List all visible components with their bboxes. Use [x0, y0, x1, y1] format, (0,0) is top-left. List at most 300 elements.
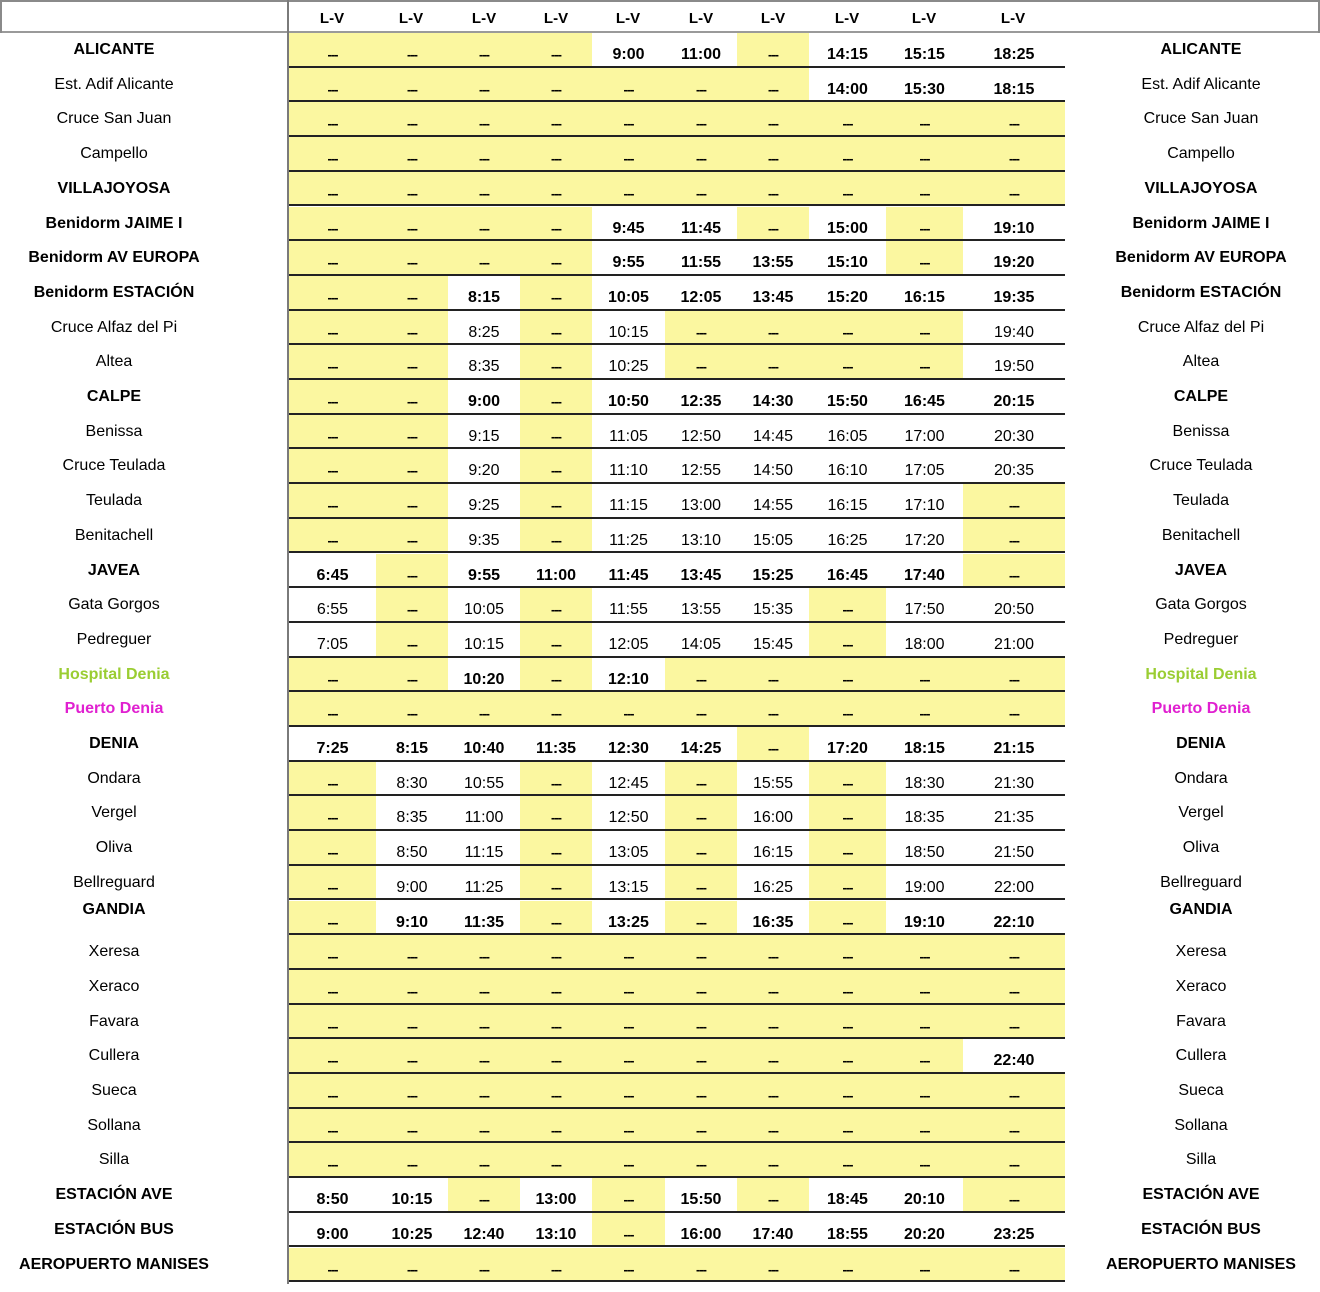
time-cell — [448, 519, 520, 554]
time-value: --- — [327, 498, 338, 514]
time-value: --- — [407, 185, 417, 201]
stop-name-right: ESTACIÓN BUS — [1141, 1220, 1261, 1238]
time-value: --- — [919, 983, 930, 999]
time-value: --- — [327, 1088, 338, 1103]
timetable-row — [0, 970, 1320, 1005]
time-value: 20:15 — [993, 393, 1035, 410]
time-value: --- — [479, 706, 489, 722]
time-cell — [520, 345, 592, 380]
time-value: --- — [768, 1088, 778, 1103]
time-value: 16:25 — [827, 531, 868, 549]
time-cell — [963, 137, 1065, 172]
time-cell — [963, 796, 1065, 831]
column-header-9: L-V — [911, 10, 937, 27]
time-cell — [886, 1074, 963, 1109]
time-cell — [737, 207, 809, 242]
time-value: 13:10 — [680, 531, 722, 549]
time-cell — [963, 970, 1065, 1005]
time-cell — [448, 415, 520, 450]
time-cell — [886, 866, 963, 901]
time-cell — [376, 554, 448, 589]
time-value: --- — [696, 845, 706, 861]
time-cell — [665, 623, 737, 658]
time-cell — [376, 345, 448, 380]
time-value: 20:20 — [904, 1225, 945, 1243]
time-cell — [963, 1143, 1065, 1178]
time-cell — [963, 935, 1065, 970]
time-value: --- — [551, 255, 561, 271]
stop-name-right: Ondara — [1174, 769, 1228, 787]
time-value: 12:40 — [463, 1225, 505, 1243]
time-cell — [592, 1039, 665, 1074]
time-value: --- — [768, 116, 778, 132]
stop-name-right: Oliva — [1182, 839, 1220, 857]
time-cell — [737, 68, 809, 103]
time-value: --- — [623, 1261, 634, 1277]
stop-name-left: Cruce Alfaz del Pi — [50, 318, 178, 336]
time-cell — [376, 692, 448, 727]
time-cell — [963, 102, 1065, 137]
stop-name-left: Pedreguer — [76, 630, 152, 648]
time-cell — [376, 1005, 448, 1040]
time-cell — [963, 588, 1065, 623]
time-value: --- — [327, 532, 338, 548]
time-value: --- — [919, 359, 930, 375]
time-cell — [592, 901, 665, 936]
time-cell — [886, 68, 963, 103]
time-value: --- — [327, 116, 338, 132]
time-value: --- — [327, 879, 338, 895]
time-value: 9:00 — [467, 393, 501, 410]
time-value: 13:00 — [535, 1191, 577, 1209]
time-value: --- — [407, 324, 417, 340]
time-cell — [592, 554, 665, 589]
time-value: 11:15 — [609, 497, 648, 515]
time-value: --- — [407, 983, 417, 999]
stop-name-left: JAVEA — [87, 561, 141, 579]
time-cell — [963, 1178, 1065, 1213]
time-value: --- — [327, 949, 338, 965]
time-cell — [665, 935, 737, 970]
timetable-row — [0, 588, 1320, 623]
time-cell — [737, 137, 809, 172]
time-value: 9:00 — [612, 46, 645, 63]
time-value: --- — [1009, 1261, 1019, 1277]
time-cell — [737, 796, 809, 831]
time-value: --- — [551, 463, 561, 479]
time-cell — [376, 901, 448, 936]
time-cell — [737, 866, 809, 901]
stop-name-left: AEROPUERTO MANISES — [19, 1255, 209, 1273]
time-cell — [376, 380, 448, 415]
stop-name-right: CALPE — [1173, 388, 1229, 405]
time-cell — [737, 380, 809, 415]
stop-name-left: ESTACIÓN AVE — [55, 1186, 173, 1204]
time-value: --- — [919, 949, 930, 965]
time-cell — [376, 796, 448, 831]
time-cell — [886, 762, 963, 797]
time-cell — [592, 588, 665, 623]
time-value: --- — [407, 255, 417, 271]
time-value: 9:15 — [468, 427, 500, 445]
time-value: 9:35 — [468, 531, 500, 549]
time-cell — [520, 484, 592, 519]
time-value: --- — [327, 810, 338, 826]
stop-name-left: DENIA — [89, 735, 139, 752]
time-value: 15:10 — [827, 254, 868, 272]
stop-name-right: Est. Adif Alicante — [1141, 75, 1261, 93]
time-value: 20:50 — [993, 601, 1035, 619]
time-cell — [809, 762, 886, 797]
time-value: --- — [407, 289, 417, 305]
time-cell — [592, 727, 665, 762]
time-value: --- — [842, 671, 853, 687]
time-value: --- — [623, 983, 634, 999]
time-value: --- — [327, 983, 338, 999]
time-value: --- — [768, 151, 778, 167]
time-value: --- — [842, 602, 853, 618]
time-value: 13:45 — [752, 288, 794, 306]
time-cell — [520, 1074, 592, 1109]
time-cell — [448, 692, 520, 727]
time-cell — [289, 137, 376, 172]
stop-name-right: JAVEA — [1174, 561, 1228, 579]
timetable-row — [0, 762, 1320, 797]
time-value: --- — [842, 151, 853, 167]
time-cell — [592, 33, 665, 68]
time-value: --- — [479, 1088, 489, 1103]
time-cell — [289, 102, 376, 137]
time-cell — [289, 762, 376, 797]
time-cell — [520, 1248, 592, 1283]
time-value: --- — [327, 1018, 338, 1034]
time-value: --- — [1009, 498, 1019, 514]
time-cell — [809, 449, 886, 484]
time-cell — [886, 241, 963, 276]
stop-name-left: Bellreguard — [73, 873, 155, 891]
time-value: --- — [1009, 532, 1019, 548]
time-value: 10:55 — [463, 774, 505, 792]
time-cell — [963, 1248, 1065, 1283]
time-cell — [376, 588, 448, 623]
time-value: 12:10 — [608, 670, 649, 688]
time-cell — [886, 1039, 963, 1074]
time-value: 16:45 — [904, 393, 945, 410]
time-value: 7:25 — [316, 740, 349, 757]
time-value: --- — [623, 1122, 634, 1138]
time-cell — [963, 207, 1065, 242]
timetable-row — [0, 380, 1320, 415]
time-value: --- — [842, 1018, 853, 1034]
time-cell — [448, 449, 520, 484]
stop-name-right: Xeraco — [1175, 977, 1227, 995]
time-cell — [592, 1248, 665, 1283]
time-value: --- — [768, 1261, 778, 1277]
time-cell — [289, 623, 376, 658]
time-cell — [809, 554, 886, 589]
time-cell — [520, 901, 592, 936]
time-cell — [289, 658, 376, 693]
time-value: --- — [623, 151, 634, 167]
time-cell — [376, 1248, 448, 1283]
time-value: --- — [1009, 1157, 1019, 1173]
time-cell — [809, 1143, 886, 1178]
time-value: --- — [1009, 983, 1019, 999]
timetable-row — [0, 1074, 1320, 1109]
stop-name-left: Benitachell — [74, 526, 154, 544]
time-value: --- — [1009, 949, 1019, 965]
time-value: --- — [551, 324, 561, 340]
timetable-row — [0, 207, 1320, 242]
time-value: 13:15 — [608, 878, 649, 896]
time-cell — [289, 33, 376, 68]
time-cell — [886, 796, 963, 831]
time-cell — [737, 1074, 809, 1109]
time-value: 10:25 — [391, 1225, 433, 1243]
time-value: --- — [919, 1261, 930, 1277]
time-cell — [963, 172, 1065, 207]
stop-name-right: Cruce San Juan — [1143, 110, 1259, 128]
time-cell — [376, 102, 448, 137]
stop-name-right: AEROPUERTO MANISES — [1106, 1255, 1296, 1273]
time-value: 13:45 — [680, 566, 722, 584]
time-cell — [963, 1213, 1065, 1248]
time-value: --- — [696, 879, 706, 895]
time-cell — [448, 241, 520, 276]
stop-name-left: Xeresa — [88, 943, 140, 961]
time-value: 8:25 — [468, 323, 500, 341]
time-value: --- — [407, 949, 417, 965]
time-cell — [448, 137, 520, 172]
stop-name-right: Benitachell — [1161, 526, 1241, 544]
time-value: --- — [696, 1157, 706, 1173]
time-value: 14:55 — [752, 497, 794, 515]
time-value: --- — [919, 706, 930, 722]
time-value: --- — [407, 428, 417, 444]
time-value: 21:30 — [993, 774, 1035, 792]
time-cell — [886, 1178, 963, 1213]
time-value: --- — [696, 359, 706, 375]
timetable-row — [0, 692, 1320, 727]
time-value: 17:05 — [904, 462, 945, 480]
time-cell — [289, 796, 376, 831]
time-cell — [448, 970, 520, 1005]
time-cell — [289, 1143, 376, 1178]
time-cell — [289, 554, 376, 589]
time-value: --- — [623, 949, 634, 965]
time-cell — [448, 554, 520, 589]
stop-name-right: Sollana — [1174, 1116, 1228, 1134]
time-value: --- — [768, 185, 778, 201]
stop-name-left: Cruce San Juan — [56, 110, 172, 128]
time-value: 15:55 — [752, 774, 794, 792]
time-cell — [289, 1005, 376, 1040]
stop-name-right: Favara — [1176, 1012, 1226, 1030]
timetable-row — [0, 102, 1320, 137]
time-value: --- — [551, 359, 561, 375]
time-cell — [665, 415, 737, 450]
time-cell — [592, 1005, 665, 1040]
time-value: --- — [551, 1053, 561, 1069]
time-cell — [520, 102, 592, 137]
time-cell — [963, 727, 1065, 762]
time-cell — [592, 935, 665, 970]
stop-name-right: Puerto Denia — [1151, 700, 1251, 718]
time-cell — [520, 658, 592, 693]
time-cell — [737, 415, 809, 450]
time-value: 14:25 — [680, 740, 722, 757]
time-cell — [886, 623, 963, 658]
time-cell — [289, 831, 376, 866]
time-cell — [289, 311, 376, 346]
time-cell — [520, 1143, 592, 1178]
stop-name-left: Benidorm JAIME I — [45, 214, 183, 232]
time-cell — [376, 970, 448, 1005]
time-cell — [448, 33, 520, 68]
time-value: 18:30 — [904, 774, 945, 792]
time-value: --- — [407, 116, 417, 132]
time-value: 14:30 — [752, 393, 794, 410]
time-cell — [592, 276, 665, 311]
time-value: --- — [407, 1018, 417, 1034]
time-value: --- — [768, 220, 778, 236]
time-value: --- — [407, 671, 417, 687]
time-value: --- — [623, 81, 634, 97]
time-cell — [809, 1178, 886, 1213]
time-value: 15:20 — [827, 288, 868, 306]
time-value: --- — [407, 636, 417, 652]
time-value: --- — [768, 949, 778, 965]
time-cell — [376, 658, 448, 693]
stop-name-left: Gata Gorgos — [68, 596, 160, 614]
stop-name-right: Vergel — [1178, 804, 1224, 822]
stop-name-left: Ondara — [87, 769, 141, 787]
stop-name-left: ESTACIÓN BUS — [54, 1220, 174, 1238]
time-cell — [665, 137, 737, 172]
time-cell — [665, 762, 737, 797]
stop-name-left: Est. Adif Alicante — [54, 75, 174, 93]
time-value: 10:15 — [463, 635, 505, 653]
time-value: 11:25 — [464, 878, 504, 896]
time-cell — [737, 554, 809, 589]
time-value: --- — [479, 220, 489, 236]
time-cell — [376, 727, 448, 762]
time-value: --- — [479, 1157, 489, 1173]
stop-name-right: Silla — [1185, 1151, 1217, 1169]
time-value: --- — [479, 47, 489, 62]
time-value: --- — [407, 1157, 417, 1173]
time-cell — [886, 276, 963, 311]
time-cell — [809, 345, 886, 380]
time-cell — [963, 449, 1065, 484]
time-value: --- — [407, 394, 417, 409]
time-cell — [376, 1143, 448, 1178]
time-cell — [963, 484, 1065, 519]
time-cell — [376, 1039, 448, 1074]
time-cell — [737, 970, 809, 1005]
time-value: --- — [407, 706, 417, 722]
stop-name-left: Favara — [89, 1012, 139, 1030]
time-cell — [665, 172, 737, 207]
time-cell — [520, 1213, 592, 1248]
time-value: 16:15 — [827, 497, 868, 515]
stop-name-right: Xeresa — [1175, 943, 1227, 961]
time-value: --- — [551, 47, 561, 62]
timetable-row — [0, 1143, 1320, 1178]
time-cell — [376, 866, 448, 901]
time-cell — [737, 345, 809, 380]
stop-name-right: Benidorm AV EUROPA — [1115, 249, 1287, 267]
time-value: --- — [1009, 1088, 1019, 1103]
time-value: --- — [327, 775, 338, 791]
time-cell — [520, 762, 592, 797]
timetable-row — [0, 241, 1320, 276]
time-value: --- — [327, 671, 338, 687]
time-cell — [886, 588, 963, 623]
time-cell — [376, 33, 448, 68]
time-cell — [592, 866, 665, 901]
time-cell — [289, 692, 376, 727]
time-value: --- — [842, 810, 853, 826]
time-cell — [376, 311, 448, 346]
time-value: --- — [768, 671, 778, 687]
stop-name-left: Campello — [80, 145, 148, 163]
time-value: --- — [696, 324, 706, 340]
time-cell — [809, 172, 886, 207]
time-value: 19:10 — [904, 913, 945, 931]
stop-name-left: CALPE — [86, 388, 142, 405]
time-value: --- — [1009, 671, 1019, 687]
time-cell — [809, 692, 886, 727]
time-value: --- — [551, 914, 561, 930]
time-value: 9:00 — [396, 878, 428, 896]
time-value: 11:15 — [464, 844, 504, 862]
time-cell — [520, 623, 592, 658]
time-cell — [737, 658, 809, 693]
time-cell — [963, 345, 1065, 380]
time-value: --- — [919, 255, 930, 271]
time-cell — [448, 901, 520, 936]
time-value: --- — [327, 428, 338, 444]
time-value: 8:15 — [467, 288, 501, 306]
column-header-3: L-V — [471, 10, 497, 27]
time-cell — [809, 901, 886, 936]
timetable-row — [0, 484, 1320, 519]
time-cell — [376, 415, 448, 450]
time-value: 15:25 — [752, 566, 794, 584]
time-value: --- — [842, 1157, 853, 1173]
stop-name-right: Gata Gorgos — [1155, 596, 1247, 614]
time-value: --- — [407, 1261, 417, 1277]
time-value: --- — [696, 775, 706, 791]
stop-name-right: Bellreguard — [1160, 873, 1242, 891]
time-cell — [665, 901, 737, 936]
stop-name-right: Cullera — [1175, 1047, 1227, 1065]
time-cell — [520, 207, 592, 242]
time-cell — [737, 102, 809, 137]
time-value: --- — [842, 775, 853, 791]
time-cell — [448, 345, 520, 380]
stop-name-right: ALICANTE — [1160, 41, 1242, 58]
timetable-row — [0, 33, 1320, 68]
time-value: --- — [696, 706, 706, 722]
timetable-row — [0, 137, 1320, 172]
stop-name-left: Cruce Teulada — [62, 457, 166, 475]
time-value: 18:50 — [904, 844, 945, 862]
stop-name-left: Benidorm ESTACIÓN — [33, 283, 195, 301]
time-value: 8:30 — [396, 774, 428, 792]
timetable-row — [0, 311, 1320, 346]
